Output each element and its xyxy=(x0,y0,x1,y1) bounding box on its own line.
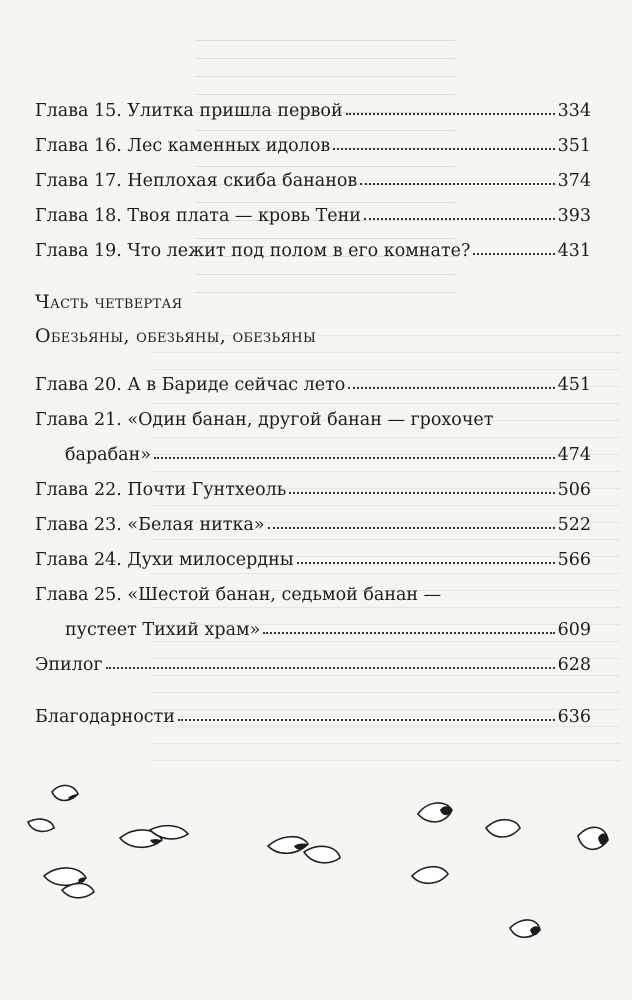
part-four-label: Часть четвертая xyxy=(35,291,183,313)
toc-entry-title: Глава 16. Лес каменных идолов xyxy=(35,136,331,156)
toc-entry-title: Глава 19. Что лежит под полом в его комнате? xyxy=(35,241,471,261)
toc-entry-page: 334 xyxy=(557,101,591,121)
toc-entry-page: 628 xyxy=(557,655,591,675)
toc-entry-page: 506 xyxy=(557,480,591,500)
dot-leader xyxy=(346,96,555,116)
toc-entry xyxy=(35,700,591,735)
toc-entry-page: 636 xyxy=(557,707,591,727)
toc-entry-title: Благодарности xyxy=(35,707,175,727)
toc-entry xyxy=(35,543,591,578)
part-four-title: Обезьяны, обезьяны, обезьяны xyxy=(35,325,317,347)
toc-entry-title: пустеет Тихий храм» xyxy=(65,620,261,640)
toc-entry-title: Глава 18. Твоя плата — кровь Тени xyxy=(35,206,361,226)
dot-leader xyxy=(289,475,554,495)
dot-leader xyxy=(154,440,555,460)
dot-leader xyxy=(263,615,554,635)
dot-leader xyxy=(333,131,554,151)
dot-leader xyxy=(178,702,555,722)
toc-entry-title: Глава 20. А в Бариде сейчас лето xyxy=(35,375,346,395)
toc-entry-page: 351 xyxy=(557,136,591,156)
toc-entry-title: Глава 24. Духи милосердны xyxy=(35,550,294,570)
dot-leader xyxy=(268,510,555,530)
toc-entry-page: 451 xyxy=(557,375,591,395)
toc-entry-title-line: Глава 25. «Шестой банан, седьмой банан — xyxy=(35,585,442,605)
toc-acknowledgements xyxy=(35,700,591,735)
toc-entry-title-line: Глава 21. «Один банан, другой банан — грохочет xyxy=(35,410,494,430)
dot-leader xyxy=(360,166,554,186)
toc-entry-page: 474 xyxy=(557,445,591,465)
petal-shape xyxy=(28,819,54,831)
toc-entry-title: Глава 17. Неплохая скиба бананов xyxy=(35,171,358,191)
toc-entry xyxy=(35,648,591,683)
toc-entry-page: 566 xyxy=(557,550,591,570)
dot-leader xyxy=(473,236,554,256)
toc-entry-page: 374 xyxy=(557,171,591,191)
toc-entry-page: 609 xyxy=(557,620,591,640)
falling-petals-illustration xyxy=(0,760,632,1000)
toc-entry xyxy=(35,473,591,508)
toc-entry xyxy=(35,94,591,129)
toc-entry-title: Эпилог xyxy=(35,655,103,675)
toc-entry xyxy=(35,199,591,234)
toc-entry-title: барабан» xyxy=(65,445,151,465)
toc-entry-page: 522 xyxy=(557,515,591,535)
toc-part-four-list xyxy=(35,368,591,683)
toc-entry xyxy=(35,613,591,648)
dot-leader xyxy=(106,650,555,670)
toc-entry-page: 393 xyxy=(557,206,591,226)
dot-leader xyxy=(364,201,555,221)
petal-shape xyxy=(52,785,78,800)
toc-entry xyxy=(35,129,591,164)
toc-entry-page: 431 xyxy=(557,241,591,261)
toc-entry xyxy=(35,508,591,543)
dot-leader xyxy=(297,545,555,565)
toc-part-three-list xyxy=(35,94,591,269)
toc-entry xyxy=(35,368,591,403)
petal-shape xyxy=(412,867,448,884)
toc-entry-title: Глава 15. Улитка пришла первой xyxy=(35,101,343,121)
toc-entry xyxy=(35,438,591,473)
dot-leader xyxy=(348,370,554,390)
petal-shape xyxy=(304,846,340,862)
toc-entry xyxy=(35,234,591,269)
toc-entry-title: Глава 22. Почти Гунтхеоль xyxy=(35,480,287,500)
petal-shape xyxy=(486,820,520,837)
toc-entry-title: Глава 23. «Белая нитка» xyxy=(35,515,265,535)
toc-entry xyxy=(35,164,591,199)
